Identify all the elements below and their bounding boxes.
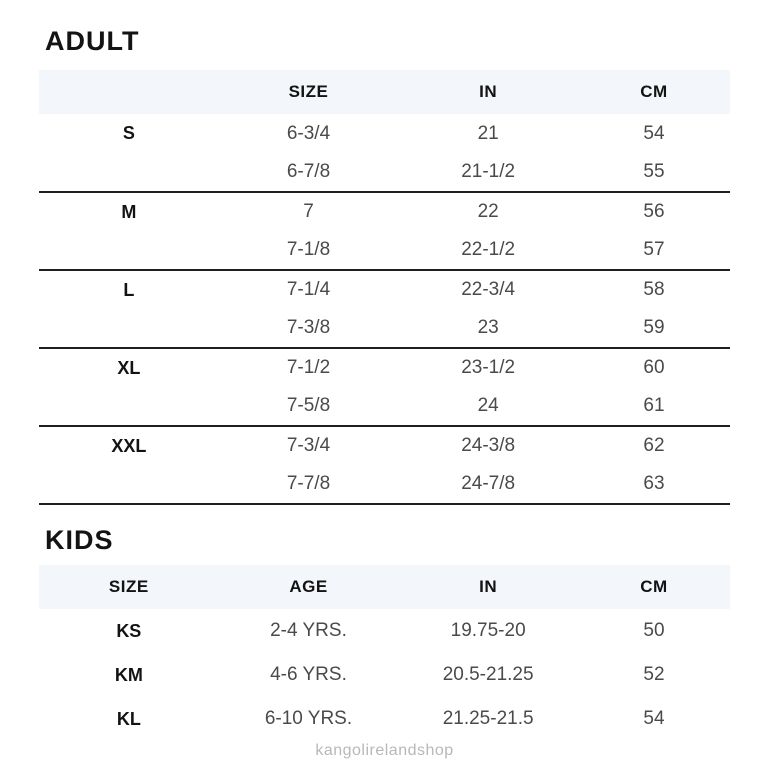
value-cell: 7-1/2 <box>286 357 331 378</box>
value-cell: 52 <box>643 664 665 685</box>
column-header: IN <box>398 565 578 609</box>
kids-size-table <box>39 565 730 741</box>
value-cell: 23-1/2 <box>461 357 516 378</box>
table-row <box>39 114 730 153</box>
value-cell: 20.5-21.25 <box>442 664 534 685</box>
value-cell: 50 <box>643 620 665 641</box>
table-row <box>39 231 730 270</box>
table-row <box>39 192 730 231</box>
table-row <box>39 697 730 741</box>
row-label-cell: M <box>121 201 137 222</box>
row-label-cell: L <box>123 279 135 300</box>
row-label-cell <box>39 309 219 348</box>
value-cell: 19.75-20 <box>450 620 526 641</box>
value-cell: 2-4 YRS. <box>270 620 347 641</box>
row-label-cell: KS <box>116 620 142 641</box>
value-cell: 57 <box>578 231 730 270</box>
value-cell: 7-5/8 <box>219 387 399 426</box>
table-row <box>39 465 730 504</box>
table-row <box>39 387 730 426</box>
column-header: CM <box>578 70 730 114</box>
value-cell: 24-3/8 <box>461 435 516 456</box>
column-header: AGE <box>219 565 399 609</box>
value-cell: 7-3/4 <box>286 435 331 456</box>
value-cell: 6-3/4 <box>286 122 331 144</box>
value-cell: 7 <box>303 201 314 222</box>
column-header <box>39 70 219 114</box>
column-header: IN <box>398 70 578 114</box>
section-title-adult: ADULT <box>45 26 140 56</box>
value-cell: 59 <box>578 309 730 348</box>
value-cell: 22 <box>477 201 499 222</box>
value-cell: 24 <box>398 387 578 426</box>
value-cell: 54 <box>643 122 665 144</box>
value-cell: 58 <box>643 279 665 300</box>
watermark-text: kangolirelandshop <box>315 742 454 759</box>
value-cell: 56 <box>643 201 665 222</box>
value-cell: 21-1/2 <box>398 153 578 192</box>
value-cell: 6-7/8 <box>219 153 399 192</box>
value-cell: 4-6 YRS. <box>270 664 347 685</box>
table-row <box>39 153 730 192</box>
value-cell: 55 <box>578 153 730 192</box>
column-header: SIZE <box>219 70 399 114</box>
value-cell: 62 <box>643 435 665 456</box>
value-cell: 60 <box>643 357 665 378</box>
row-label-cell: XL <box>117 357 141 378</box>
value-cell: 6-10 YRS. <box>264 708 353 729</box>
row-label-cell: XXL <box>111 435 147 456</box>
value-cell: 22-3/4 <box>461 279 516 300</box>
table-row <box>39 653 730 697</box>
row-label-cell <box>39 387 219 426</box>
table-row <box>39 309 730 348</box>
column-header: SIZE <box>39 565 219 609</box>
value-cell: 7-3/8 <box>219 309 399 348</box>
value-cell: 22-1/2 <box>398 231 578 270</box>
row-label-cell: S <box>122 123 135 143</box>
kids-header-row <box>39 565 730 609</box>
value-cell: 21.25-21.5 <box>442 708 534 729</box>
table-row <box>39 270 730 309</box>
value-cell: 61 <box>578 387 730 426</box>
value-cell: 21 <box>477 122 499 144</box>
row-label-cell: KL <box>116 708 141 729</box>
value-cell: 7-1/4 <box>286 279 331 300</box>
value-cell: 7-7/8 <box>219 465 399 504</box>
table-row <box>39 426 730 465</box>
value-cell: 54 <box>643 708 665 729</box>
row-label-cell: KM <box>114 664 143 685</box>
table-row <box>39 609 730 653</box>
adult-header-row <box>39 70 730 114</box>
row-label-cell <box>39 465 219 504</box>
section-title-kids: KIDS <box>45 525 114 555</box>
value-cell: 24-7/8 <box>398 465 578 504</box>
value-cell: 23 <box>398 309 578 348</box>
adult-size-table <box>39 70 730 505</box>
value-cell: 7-1/8 <box>219 231 399 270</box>
row-label-cell <box>39 153 219 192</box>
value-cell: 63 <box>578 465 730 504</box>
column-header: CM <box>578 565 730 609</box>
table-row <box>39 348 730 387</box>
row-label-cell <box>39 231 219 270</box>
